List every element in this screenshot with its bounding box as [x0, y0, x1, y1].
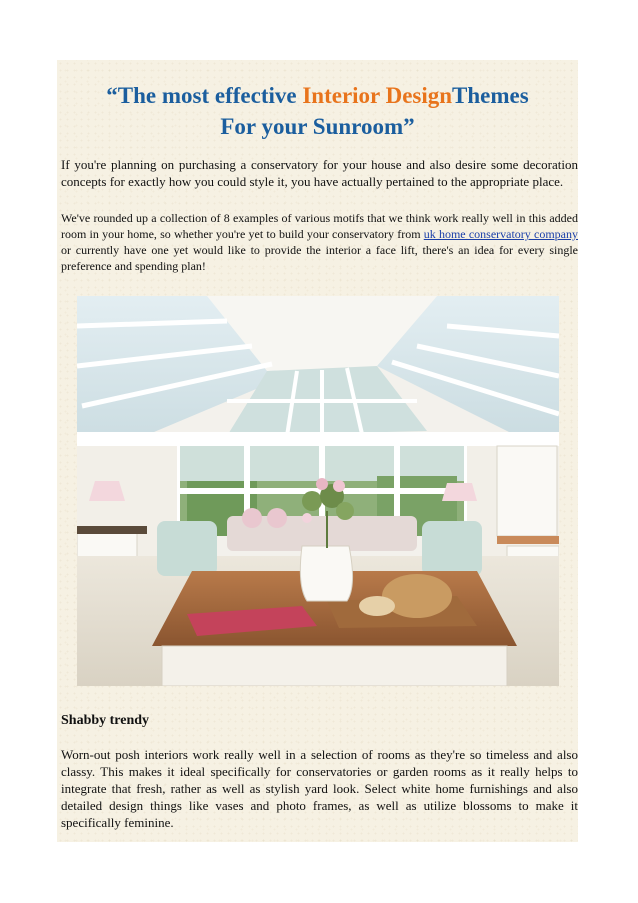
sunroom-photo: [77, 296, 559, 686]
section-heading: Shabby trendy: [61, 713, 150, 728]
collection-text-after: or currently have one yet would like to provide the interior a face lift, there's an idea for every single preference and spending plan!: [61, 243, 578, 273]
intro-paragraph: If you're planning on purchasing a conservatory for your house and also desire some decoration concepts for exactly how you could style it, you have actually pertained to the appropriate place.: [61, 157, 578, 189]
page-title: [57, 80, 578, 142]
sunroom-illustration: [77, 296, 559, 686]
title-accent: Interior Design: [302, 83, 453, 108]
collection-text-before: We've rounded up a collection of 8 examples of various motifs that we think work really well in this added room in your home, so whether you're yet to build your conservatory from: [61, 211, 578, 241]
document-page: [57, 60, 578, 842]
title-part2: Themes: [452, 83, 529, 108]
section-body: Worn-out posh interiors work really well in a selection of rooms as they're so timeless and also classy. This makes it ideal specifically for conservatories or garden rooms as it really helps to integrate that fresh, rather as well as stylish yard look. Select white home furnishings and also detailed design things like vases and photo frames, as well as utilize blossoms to make it specifically feminine.: [61, 747, 578, 830]
collection-paragraph: [61, 210, 578, 274]
title-part1: “The most effective: [106, 83, 303, 108]
title-line2: For your Sunroom”: [220, 114, 415, 139]
conservatory-company-link[interactable]: uk home conservatory company: [423, 227, 578, 241]
